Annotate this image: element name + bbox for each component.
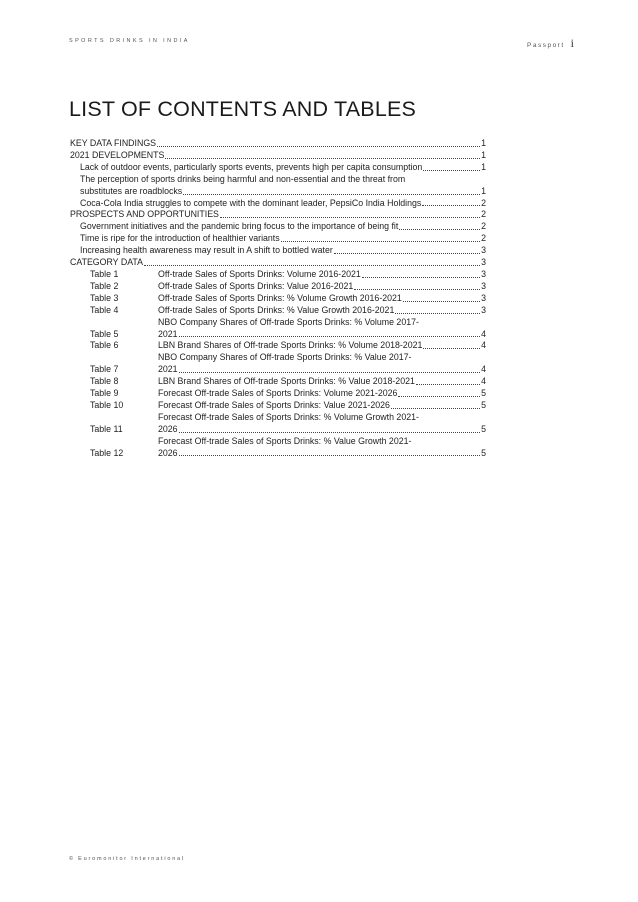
toc-label: substitutes are roadblocks (80, 185, 183, 196)
leader-dots (179, 372, 481, 373)
table-label: Off-trade Sales of Sports Drinks: % Value Growth 2016-2021 (158, 304, 395, 315)
toc-page: 2 (481, 209, 486, 220)
table-label: Forecast Off-trade Sales of Sports Drinks: Volume 2021-2026 (158, 388, 398, 399)
leader-dots (179, 432, 481, 433)
table-page: 4 (481, 328, 486, 339)
toc-table-entry[interactable] (70, 412, 486, 436)
table-label-row (158, 388, 486, 400)
table-entry-body (158, 305, 486, 317)
table-label: 2026 (158, 423, 178, 434)
table-page: 3 (481, 280, 486, 291)
table-entry-body (158, 269, 486, 281)
table-page: 4 (481, 376, 486, 387)
table-page: 5 (481, 399, 486, 410)
table-page: 3 (481, 268, 486, 279)
table-label-line1: NBO Company Shares of Off-trade Sports Drinks: % Value 2017- (158, 352, 412, 363)
leader-dots (395, 313, 480, 314)
page-number: i (570, 36, 574, 50)
leader-dots (423, 348, 480, 349)
table-label-line1: Forecast Off-trade Sales of Sports Drinks: % Value Growth 2021- (158, 435, 412, 446)
table-entry-body (158, 400, 486, 412)
toc-table-entry[interactable] (70, 317, 486, 341)
leader-dots (354, 289, 480, 290)
toc-table-entry[interactable] (70, 376, 486, 388)
leader-dots (157, 146, 480, 147)
table-label-row (158, 293, 486, 305)
table-label: Off-trade Sales of Sports Drinks: % Volume Growth 2016-2021 (158, 292, 402, 303)
toc-table-entry[interactable] (70, 400, 486, 412)
toc-table-entry[interactable] (70, 436, 486, 460)
toc-table-entry[interactable] (70, 340, 486, 352)
table-list (70, 269, 486, 460)
table-number: Table 8 (90, 376, 119, 387)
toc-table-entry[interactable] (70, 293, 486, 305)
table-label-row (158, 364, 486, 376)
table-page: 5 (481, 388, 486, 399)
toc-subentry[interactable] (70, 198, 486, 210)
toc-label: Increasing health awareness may result in A shift to bottled water (80, 245, 333, 256)
toc-page: 1 (481, 161, 486, 172)
leader-dots (165, 158, 480, 159)
table-label: 2026 (158, 447, 178, 458)
toc-subentry[interactable] (70, 221, 486, 233)
toc-page: 2 (481, 233, 486, 244)
table-entry-body (158, 340, 486, 352)
leader-dots (403, 301, 480, 302)
table-label: LBN Brand Shares of Off-trade Sports Drinks: % Value 2018-2021 (158, 376, 415, 387)
table-page: 3 (481, 304, 486, 315)
table-entry-body (158, 388, 486, 400)
toc-label: Lack of outdoor events, particularly sports events, prevents high per capita consumption (80, 161, 423, 172)
running-header-title: SPORTS DRINKS IN INDIA (69, 38, 190, 44)
leader-dots (422, 205, 480, 206)
toc-subentry[interactable] (70, 186, 486, 198)
toc-page: 1 (481, 185, 486, 196)
table-page: 4 (481, 364, 486, 375)
toc-page: 3 (481, 257, 486, 268)
toc-entry-category[interactable] (70, 257, 486, 269)
toc-subentry[interactable] (70, 233, 486, 245)
table-label-row (158, 329, 486, 341)
table-label: 2021 (158, 364, 178, 375)
leader-dots (334, 253, 480, 254)
toc-label: CATEGORY DATA (70, 257, 143, 268)
toc-subentry-line1[interactable]: The perception of sports drinks being harmful and non-essential and the threat from (80, 173, 406, 184)
toc-label: KEY DATA FINDINGS (70, 138, 157, 148)
table-label-row (158, 448, 486, 460)
leader-dots (281, 241, 480, 242)
leader-dots (220, 217, 480, 218)
toc-page: 1 (481, 149, 486, 160)
toc-subentry[interactable] (70, 245, 486, 257)
toc-label: 2021 DEVELOPMENTS (70, 149, 165, 160)
toc-table-entry[interactable] (70, 281, 486, 293)
table-entry-body (158, 376, 486, 388)
table-number: Table 12 (90, 447, 124, 458)
toc-table-entry[interactable] (70, 388, 486, 400)
leader-dots (183, 194, 480, 195)
table-page: 5 (481, 447, 486, 458)
toc-table-entry[interactable] (70, 269, 486, 281)
table-label-row (158, 340, 486, 352)
page-title: LIST OF CONTENTS AND TABLES (69, 97, 417, 121)
leader-dots (398, 396, 480, 397)
toc-page: 2 (481, 221, 486, 232)
table-label-row (158, 424, 486, 436)
table-number: Table 1 (90, 268, 119, 279)
leader-dots (416, 384, 480, 385)
table-number: Table 9 (90, 388, 119, 399)
toc-entry-developments[interactable] (70, 150, 486, 162)
toc-label: Government initiatives and the pandemic bring focus to the importance of being fit (80, 221, 399, 232)
leader-dots (144, 265, 480, 266)
table-number: Table 6 (90, 340, 119, 351)
leader-dots (179, 336, 481, 337)
table-label: Off-trade Sales of Sports Drinks: Volume 2016-2021 (158, 268, 361, 279)
table-number: Table 11 (90, 423, 123, 434)
toc-label: Time is ripe for the introduction of healthier variants (80, 233, 280, 244)
table-label-line1: NBO Company Shares of Off-trade Sports Drinks: % Volume 2017- (158, 316, 419, 327)
table-page: 4 (481, 340, 486, 351)
table-page: 3 (481, 292, 486, 303)
toc-page: 3 (481, 245, 486, 256)
table-label-row (158, 400, 486, 412)
brand-label: Passport (527, 42, 565, 49)
footer-copyright: © Euromonitor International (69, 856, 185, 862)
leader-dots (391, 408, 480, 409)
leader-dots (399, 229, 480, 230)
table-label-row (158, 281, 486, 293)
table-number: Table 2 (90, 280, 119, 291)
leader-dots (423, 170, 480, 171)
table-entry-body (158, 412, 486, 436)
toc-entry-key-data[interactable] (70, 138, 486, 150)
table-label: Off-trade Sales of Sports Drinks: Value 2016-2021 (158, 280, 354, 291)
table-page: 5 (481, 423, 486, 434)
toc-page: 2 (481, 197, 486, 208)
table-label: Forecast Off-trade Sales of Sports Drinks: Value 2021-2026 (158, 399, 390, 410)
table-label: 2021 (158, 328, 178, 339)
leader-dots (179, 455, 481, 456)
toc-subentry[interactable] (70, 162, 486, 174)
toc-label: Coca-Cola India struggles to compete with the dominant leader, PepsiCo India Holdings (80, 197, 422, 208)
toc-table-entry[interactable] (70, 352, 486, 376)
table-label-row (158, 376, 486, 388)
table-entry-body (158, 293, 486, 305)
table-label-line1: Forecast Off-trade Sales of Sports Drinks: % Volume Growth 2021- (158, 411, 419, 422)
toc-page: 1 (481, 138, 486, 148)
table-number: Table 4 (90, 304, 119, 315)
table-entry-body (158, 281, 486, 293)
table-number: Table 10 (90, 399, 124, 410)
table-label: LBN Brand Shares of Off-trade Sports Drinks: % Volume 2018-2021 (158, 340, 423, 351)
table-entry-body (158, 317, 486, 341)
table-entry-body (158, 352, 486, 376)
toc-label: PROSPECTS AND OPPORTUNITIES (70, 209, 219, 220)
table-number: Table 3 (90, 292, 119, 303)
table-label-row (158, 269, 486, 281)
table-label-row (158, 305, 486, 317)
table-of-contents (70, 138, 486, 459)
table-entry-body (158, 436, 486, 460)
leader-dots (362, 277, 480, 278)
running-header-brand (527, 36, 574, 51)
table-number: Table 5 (90, 328, 119, 339)
toc-table-entry[interactable] (70, 305, 486, 317)
toc-entry-prospects[interactable] (70, 209, 486, 221)
table-number: Table 7 (90, 364, 119, 375)
